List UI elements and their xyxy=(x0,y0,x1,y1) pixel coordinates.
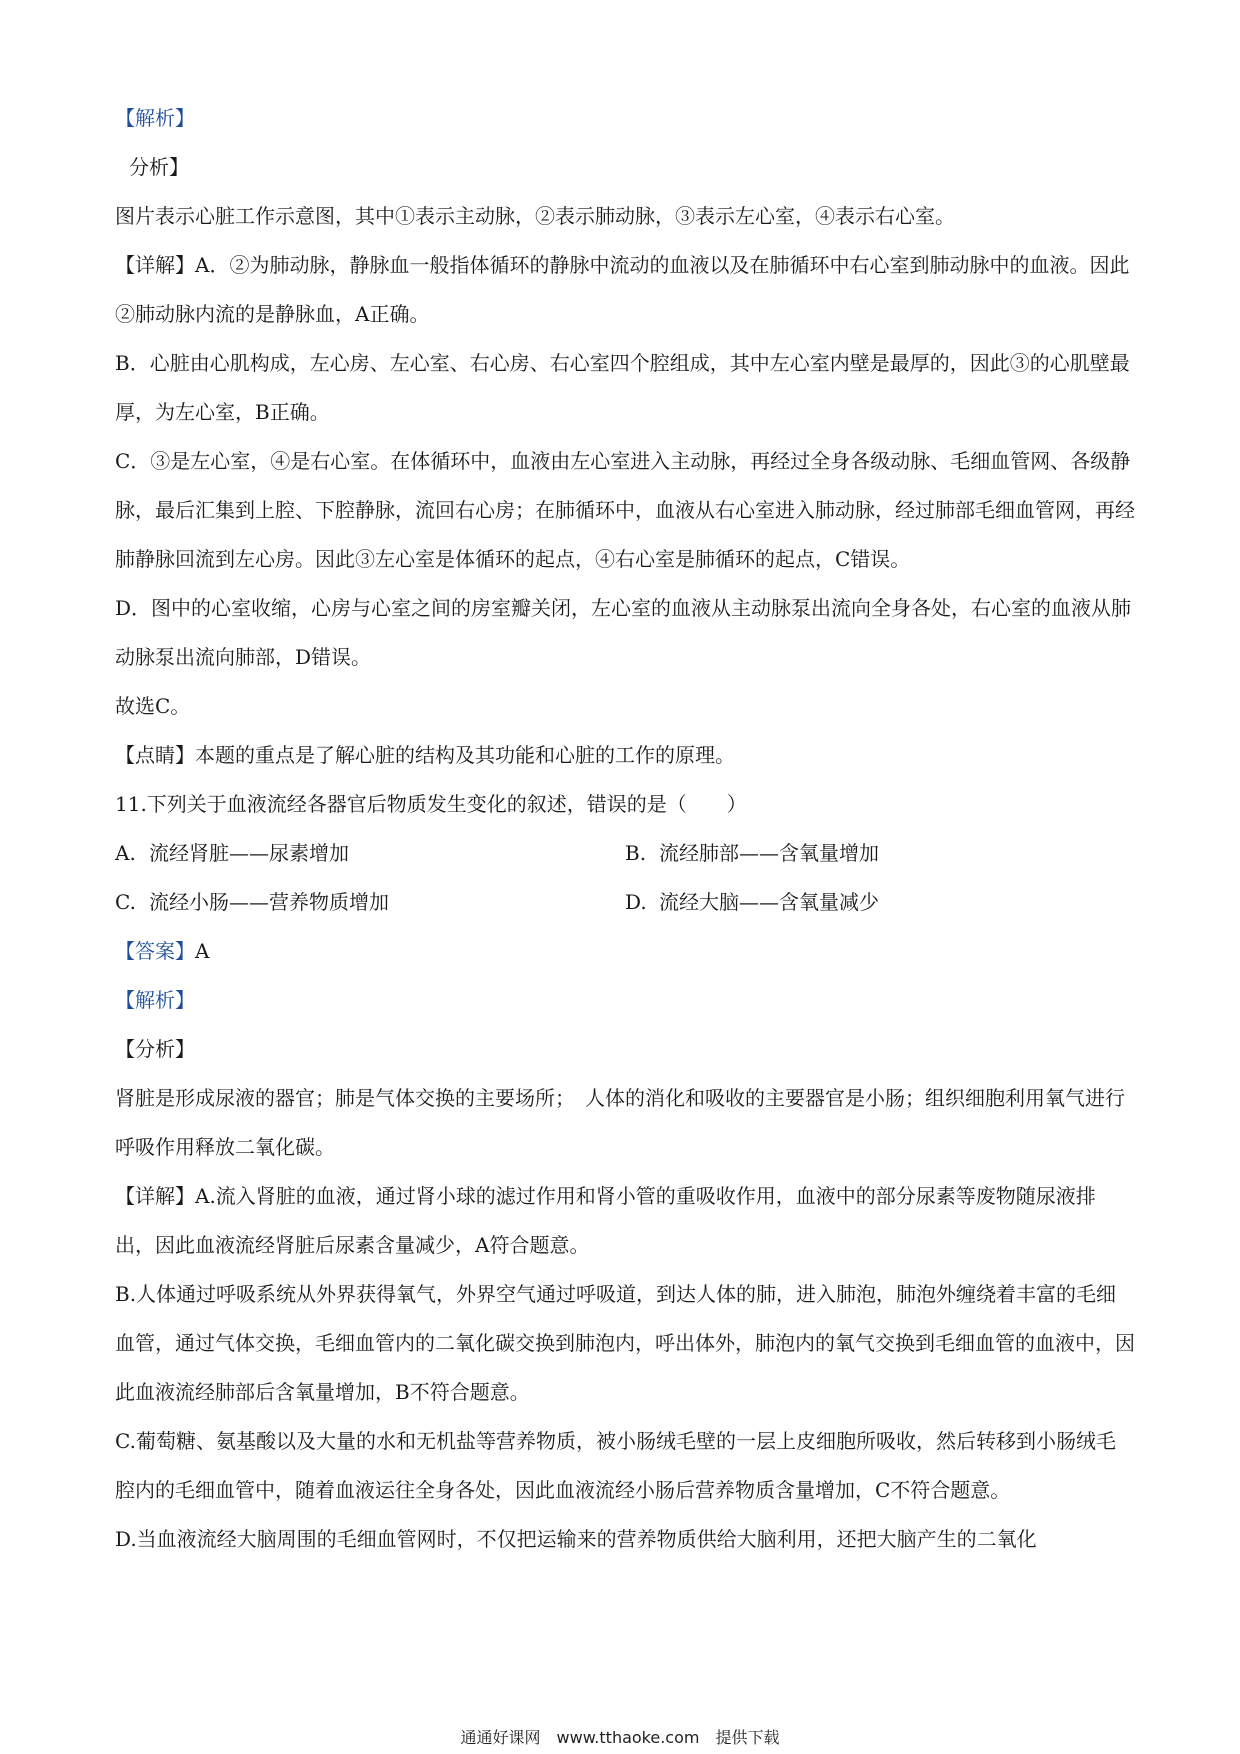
detail-paragraph-b: B．心脏由心肌构成，左心房、左心室、右心房、右心室四个腔组成，其中左心室内壁是最厚的，因此③的心肌壁最厚，为左心室，B正确。 xyxy=(115,351,1130,424)
option-d: D. 流经大脑——含氧量减少 xyxy=(625,890,879,914)
detail-paragraph-2c: C.葡萄糖、氨基酸以及大量的水和无机盐等营养物质，被小肠绒毛壁的一层上皮细胞所吸收，然后转移到小肠绒毛腔内的毛细血管中，随着血液运往全身各处，因此血液流经小肠后营养物质含量增加，C不符合题意。 xyxy=(115,1429,1116,1502)
choice-conclusion: 故选C。 xyxy=(115,694,191,718)
option-c: C. 流经小肠——营养物质增加 xyxy=(115,890,389,914)
options-row-1 xyxy=(115,829,1135,878)
dianjing-paragraph: 【点睛】本题的重点是了解心脏的结构及其功能和心脏的工作的原理。 xyxy=(115,743,735,767)
fenxi-heading-2: 【分析】 xyxy=(115,1037,195,1061)
page-footer: 通通好课网 www.tthaoke.com 提供下载 xyxy=(460,1728,780,1747)
analysis-paragraph: 图片表示心脏工作示意图，其中①表示主动脉，②表示肺动脉，③表示左心室，④表示右心室。 xyxy=(115,204,955,228)
fenxi-heading: 分析】 xyxy=(129,155,189,179)
detail-tag: 【详解】 xyxy=(115,253,195,277)
answer-line xyxy=(115,927,1135,976)
detail-paragraph-a: 【详解】A．②为肺动脉，静脉血一般指体循环的静脉中流动的血液以及在肺循环中右心室到肺动脉中的血液。因此②肺动脉内流的是静脉血，A正确。 xyxy=(115,253,1130,326)
detail-paragraph-2a: 【详解】A.流入肾脏的血液，通过肾小球的滤过作用和肾小管的重吸收作用，血液中的部分尿素等废物随尿液排出，因此血液流经肾脏后尿素含量减少，A符合题意。 xyxy=(115,1184,1096,1257)
document-body xyxy=(115,94,1135,1564)
dianjing-tag: 【点睛】 xyxy=(115,743,195,767)
answer-value: A xyxy=(195,939,210,963)
jiexi-heading-2: 【解析】 xyxy=(115,988,195,1012)
question-11: 11.下列关于血液流经各器官后物质发生变化的叙述，错误的是（ ） xyxy=(115,792,747,816)
options-row-2 xyxy=(115,878,1135,927)
option-a: A. 流经肾脏——尿素增加 xyxy=(115,841,349,865)
answer-tag: 【答案】 xyxy=(115,939,195,963)
jiexi-heading: 【解析】 xyxy=(115,106,195,130)
analysis-paragraph-2: 肾脏是形成尿液的器官；肺是气体交换的主要场所； 人体的消化和吸收的主要器官是小肠；组织细胞利用氧气进行呼吸作用释放二氧化碳。 xyxy=(115,1086,1125,1159)
option-b: B. 流经肺部——含氧量增加 xyxy=(625,841,879,865)
detail-paragraph-d: D．图中的心室收缩，心房与心室之间的房室瓣关闭，左心室的血液从主动脉泵出流向全身各处，右心室的血液从肺动脉泵出流向肺部，D错误。 xyxy=(115,596,1132,669)
detail-paragraph-2b: B.人体通过呼吸系统从外界获得氧气，外界空气通过呼吸道，到达人体的肺，进入肺泡，肺泡外缠绕着丰富的毛细血管，通过气体交换，毛细血管内的二氧化碳交换到肺泡内，呼出体外，肺泡内的氧气交换到毛细血管的血液中，因此血液流经肺部后含氧量增加，B不符合题意。 xyxy=(115,1282,1135,1404)
detail-paragraph-c: C．③是左心室，④是右心室。在体循环中，血液由左心室进入主动脉，再经过全身各级动脉、毛细血管网、各级静脉，最后汇集到上腔、下腔静脉，流回右心房；在肺循环中，血液从右心室进入肺动脉，经过肺部毛细血管网，再经肺静脉回流到左心房。因此③左心室是体循环的起点，④右心室是肺循环的起点，C错误。 xyxy=(115,449,1135,571)
detail-tag-2: 【详解】 xyxy=(115,1184,195,1208)
detail-paragraph-2d: D.当血液流经大脑周围的毛细血管网时，不仅把运输来的营养物质供给大脑利用，还把大脑产生的二氧化 xyxy=(115,1527,1037,1551)
